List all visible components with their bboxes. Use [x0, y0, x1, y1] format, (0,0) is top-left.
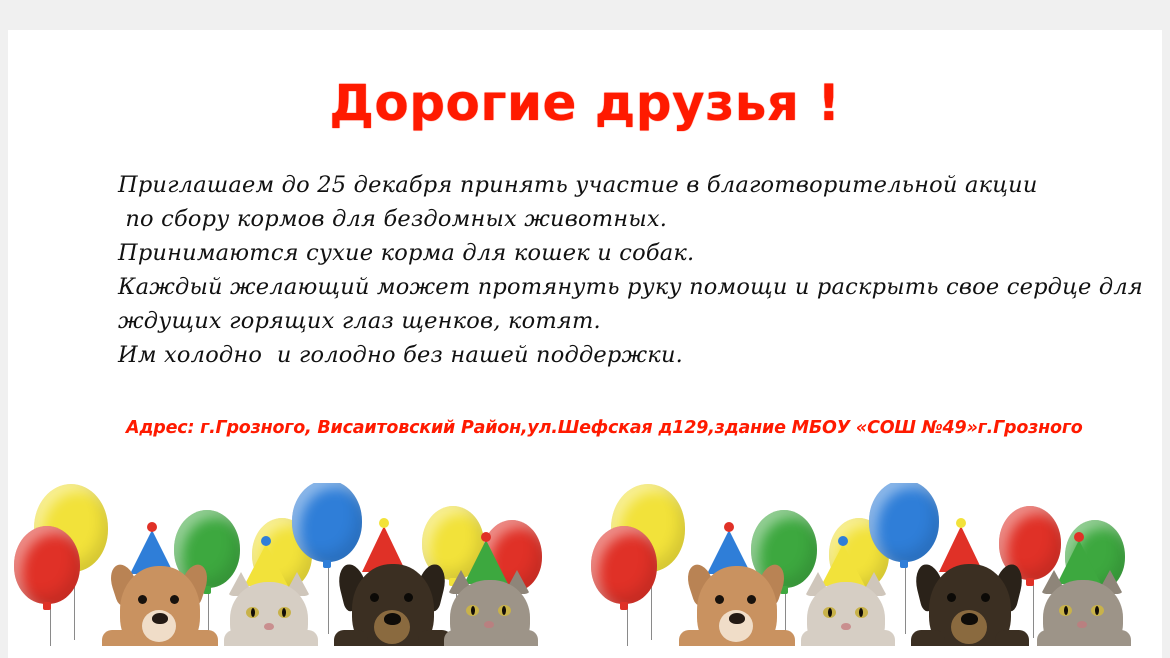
dog-eye	[715, 595, 724, 604]
dog-eye	[370, 593, 379, 602]
dog-eye	[404, 593, 413, 602]
body-line: ждущих горящих глаз щенков, котят.	[118, 308, 601, 334]
party-hat-ball	[956, 518, 966, 528]
cat-pupil	[828, 608, 832, 617]
body-line: Принимаются сухие корма для кошек и собак.	[118, 240, 695, 266]
animal-dog	[336, 536, 448, 658]
animal-dog	[106, 538, 214, 658]
body-line: Им холодно и голодно без нашей поддержки.	[118, 342, 683, 368]
poster-body	[118, 168, 1143, 372]
cat-pupil	[251, 608, 255, 617]
cat-eye	[1091, 605, 1104, 616]
dog-eye	[981, 593, 990, 602]
cat-nose	[1077, 621, 1087, 628]
party-hat-ball	[379, 518, 389, 528]
dog-eye	[747, 595, 756, 604]
border-left-half	[8, 483, 585, 658]
cat-pupil	[859, 608, 863, 617]
dog-nose	[729, 613, 745, 624]
party-hat-ball	[481, 532, 491, 542]
cat-pupil	[502, 606, 506, 615]
body-line: Каждый желающий может протянуть руку помощи и раскрыть свое сердце для	[118, 274, 1143, 300]
poster-canvas	[8, 30, 1162, 658]
party-hat-ball	[838, 536, 848, 546]
border-ledge	[8, 646, 585, 658]
cat-eye	[1059, 605, 1072, 616]
cat-eye	[246, 607, 259, 618]
party-hat-ball	[261, 536, 271, 546]
animal-cat	[1033, 550, 1133, 658]
body-line: Приглашаем до 25 декабря принять участие в благотворительной акции	[118, 172, 1038, 198]
dog-eye	[947, 593, 956, 602]
dog-eye	[138, 595, 147, 604]
cat-pupil	[1095, 606, 1099, 615]
party-hat-ball	[724, 522, 734, 532]
page-title: Дорогие друзья !	[329, 74, 841, 132]
body-line: по сбору кормов для бездомных животных.	[118, 206, 668, 232]
dog-eye	[170, 595, 179, 604]
balloon-red	[14, 526, 80, 604]
cat-nose	[484, 621, 494, 628]
decorative-border	[8, 483, 1162, 658]
animal-cat	[799, 554, 895, 658]
cat-eye	[498, 605, 511, 616]
animal-dog	[683, 538, 791, 658]
border-right-half	[585, 483, 1162, 658]
cat-nose	[841, 623, 851, 630]
cat-eye	[855, 607, 868, 618]
cat-pupil	[282, 608, 286, 617]
animal-cat	[440, 550, 540, 658]
party-hat-ball	[147, 522, 157, 532]
border-ledge	[585, 646, 1162, 658]
balloon-red	[591, 526, 657, 604]
party-hat-ball	[1074, 532, 1084, 542]
dog-nose	[961, 613, 978, 625]
animal-dog	[913, 536, 1025, 658]
address-line: Адрес: г.Грозного, Висаитовский Район,ул.Шефская д129,здание МБОУ «СОШ №49»г.Грозного	[126, 418, 1083, 438]
cat-pupil	[471, 606, 475, 615]
dog-nose	[384, 613, 401, 625]
dog-nose	[152, 613, 168, 624]
cat-eye	[466, 605, 479, 616]
cat-eye	[823, 607, 836, 618]
animal-cat	[222, 554, 318, 658]
cat-eye	[278, 607, 291, 618]
cat-nose	[264, 623, 274, 630]
cat-pupil	[1064, 606, 1068, 615]
